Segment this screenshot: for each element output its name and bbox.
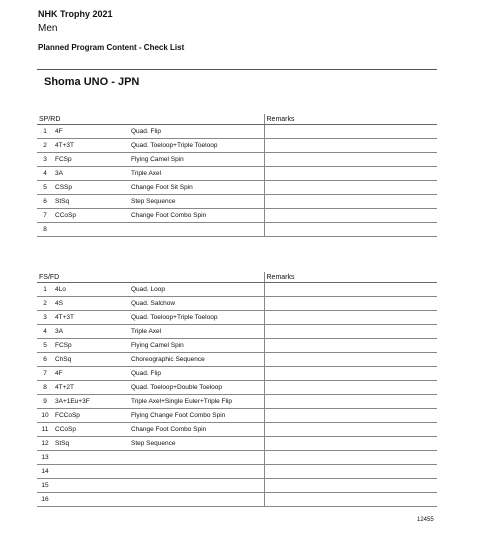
element-number: 14 — [37, 465, 53, 479]
table-row — [37, 153, 437, 167]
element-number: 9 — [37, 395, 53, 409]
element-number: 5 — [37, 181, 53, 195]
element-name: Flying Change Foot Combo Spin — [129, 409, 264, 423]
table-row — [37, 437, 437, 451]
table-row — [37, 139, 437, 153]
element-code: 3A — [53, 325, 129, 339]
short-program-table — [37, 114, 437, 237]
element-name: Flying Camel Spin — [129, 153, 264, 167]
element-code — [53, 223, 129, 237]
skater-name: Shoma UNO - JPN — [44, 76, 140, 88]
element-code — [53, 465, 129, 479]
element-number: 5 — [37, 339, 53, 353]
element-number: 10 — [37, 409, 53, 423]
remarks-cell — [264, 493, 437, 507]
element-code: CSSp — [53, 181, 129, 195]
element-name: Flying Camel Spin — [129, 339, 264, 353]
table-row — [37, 167, 437, 181]
remarks-cell — [264, 167, 437, 181]
section-label: SP/RD — [37, 114, 264, 125]
element-code — [53, 451, 129, 465]
element-code: FCCoSp — [53, 409, 129, 423]
element-code — [53, 479, 129, 493]
remarks-cell — [264, 297, 437, 311]
element-name — [129, 479, 264, 493]
remarks-cell — [264, 479, 437, 493]
element-number: 4 — [37, 325, 53, 339]
table-row — [37, 311, 437, 325]
element-code: 4T+3T — [53, 139, 129, 153]
table-row — [37, 479, 437, 493]
remarks-cell — [264, 125, 437, 139]
element-code: 4F — [53, 367, 129, 381]
remarks-cell — [264, 367, 437, 381]
table-row — [37, 451, 437, 465]
element-name — [129, 451, 264, 465]
table-row — [37, 283, 437, 297]
element-name: Quad. Toeloop+Triple Toeloop — [129, 139, 264, 153]
remarks-cell — [264, 283, 437, 297]
table-header — [37, 114, 437, 125]
table-row — [37, 381, 437, 395]
element-number: 2 — [37, 297, 53, 311]
element-number: 8 — [37, 223, 53, 237]
element-code: ChSq — [53, 353, 129, 367]
element-code: FCSp — [53, 153, 129, 167]
event-title: NHK Trophy 2021 — [38, 9, 113, 19]
page-number: 12455 — [417, 517, 434, 523]
element-name: Triple Axel — [129, 325, 264, 339]
element-name: Triple Axel — [129, 167, 264, 181]
element-number: 15 — [37, 479, 53, 493]
table-row — [37, 339, 437, 353]
element-name: Change Foot Combo Spin — [129, 209, 264, 223]
table-row — [37, 297, 437, 311]
remarks-cell — [264, 139, 437, 153]
table-row — [37, 223, 437, 237]
remarks-cell — [264, 339, 437, 353]
element-number: 7 — [37, 367, 53, 381]
table-row — [37, 325, 437, 339]
element-name: Quad. Flip — [129, 367, 264, 381]
element-code: 4T+3T — [53, 311, 129, 325]
element-code: 3A — [53, 167, 129, 181]
document-title: Planned Program Content - Check List — [38, 43, 185, 52]
element-name: Change Foot Sit Spin — [129, 181, 264, 195]
element-code: 3A+1Eu+3F — [53, 395, 129, 409]
table-row — [37, 181, 437, 195]
remarks-cell — [264, 353, 437, 367]
remarks-cell — [264, 325, 437, 339]
element-name: Quad. Toeloop+Triple Toeloop — [129, 311, 264, 325]
remarks-cell — [264, 223, 437, 237]
element-number: 7 — [37, 209, 53, 223]
remarks-cell — [264, 465, 437, 479]
table-row — [37, 195, 437, 209]
element-name: Quad. Loop — [129, 283, 264, 297]
element-number: 3 — [37, 153, 53, 167]
element-code: StSq — [53, 437, 129, 451]
element-number: 11 — [37, 423, 53, 437]
element-name: Change Foot Combo Spin — [129, 423, 264, 437]
element-name — [129, 493, 264, 507]
element-name — [129, 465, 264, 479]
table-header — [37, 272, 437, 283]
element-code: FCSp — [53, 339, 129, 353]
element-name: Triple Axel+Single Euler+Triple Flip — [129, 395, 264, 409]
remarks-cell — [264, 195, 437, 209]
element-code: 4T+2T — [53, 381, 129, 395]
remarks-cell — [264, 437, 437, 451]
remarks-cell — [264, 209, 437, 223]
element-name: Quad. Salchow — [129, 297, 264, 311]
table-row — [37, 125, 437, 139]
remarks-header: Remarks — [264, 114, 437, 125]
element-number: 6 — [37, 195, 53, 209]
table-row — [37, 493, 437, 507]
table-row — [37, 367, 437, 381]
element-code: CCoSp — [53, 209, 129, 223]
remarks-cell — [264, 423, 437, 437]
header-divider — [37, 69, 437, 70]
element-code: StSq — [53, 195, 129, 209]
element-number: 13 — [37, 451, 53, 465]
element-number: 12 — [37, 437, 53, 451]
element-name: Choreographic Sequence — [129, 353, 264, 367]
table-row — [37, 423, 437, 437]
element-name: Step Sequence — [129, 195, 264, 209]
element-number: 2 — [37, 139, 53, 153]
table-row — [37, 395, 437, 409]
table-row — [37, 409, 437, 423]
element-name: Step Sequence — [129, 437, 264, 451]
element-number: 8 — [37, 381, 53, 395]
element-number: 16 — [37, 493, 53, 507]
section-label: FS/FD — [37, 272, 264, 283]
table-row — [37, 465, 437, 479]
element-code: 4S — [53, 297, 129, 311]
element-code — [53, 493, 129, 507]
remarks-cell — [264, 451, 437, 465]
category-label: Men — [38, 23, 58, 34]
element-name — [129, 223, 264, 237]
element-name: Quad. Toeloop+Double Toeloop — [129, 381, 264, 395]
remarks-cell — [264, 409, 437, 423]
remarks-cell — [264, 381, 437, 395]
free-skating-table — [37, 272, 437, 507]
element-code: 4Lo — [53, 283, 129, 297]
remarks-cell — [264, 153, 437, 167]
remarks-header: Remarks — [264, 272, 437, 283]
element-code: CCoSp — [53, 423, 129, 437]
element-number: 3 — [37, 311, 53, 325]
remarks-cell — [264, 395, 437, 409]
remarks-cell — [264, 181, 437, 195]
element-name: Quad. Flip — [129, 125, 264, 139]
element-number: 1 — [37, 283, 53, 297]
element-number: 6 — [37, 353, 53, 367]
element-code: 4F — [53, 125, 129, 139]
table-row — [37, 209, 437, 223]
element-number: 1 — [37, 125, 53, 139]
remarks-cell — [264, 311, 437, 325]
element-number: 4 — [37, 167, 53, 181]
table-row — [37, 353, 437, 367]
